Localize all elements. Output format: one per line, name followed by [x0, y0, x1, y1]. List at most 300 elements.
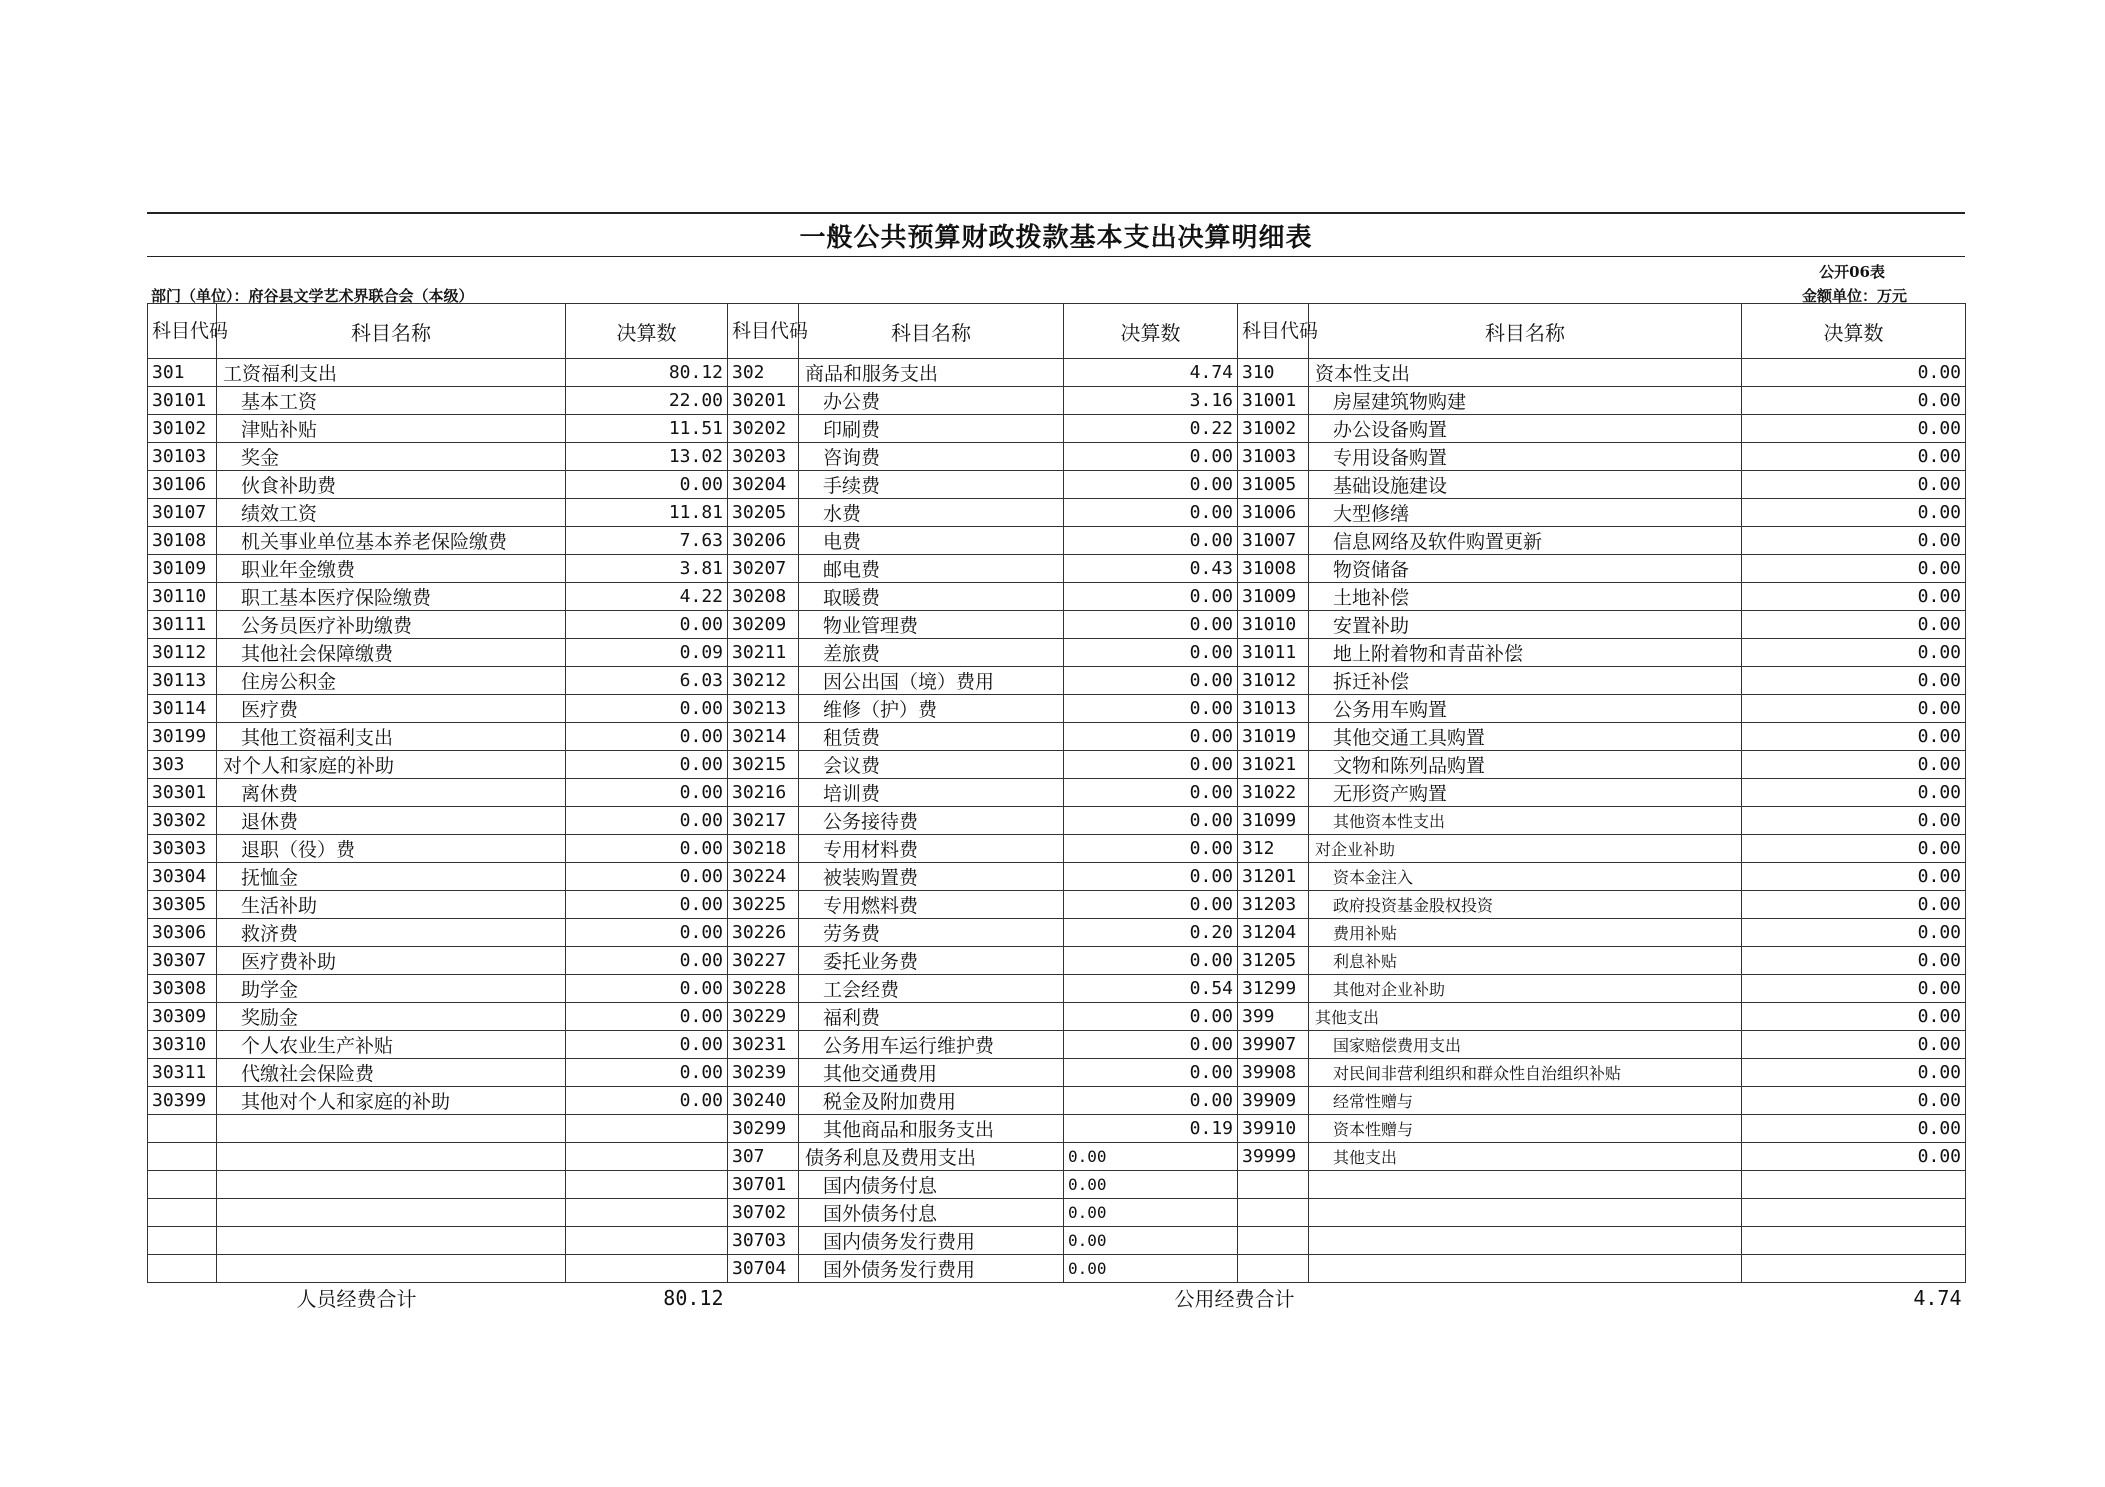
amount-cell-1: 0.00 [566, 835, 728, 863]
code-cell-1: 30199 [148, 723, 217, 751]
table-body [148, 359, 1966, 1283]
name-cell-1: 退职（役）费 [217, 835, 566, 863]
code-cell-2: 30213 [728, 695, 799, 723]
code-cell-3: 31013 [1238, 695, 1309, 723]
header-name-2: 科目名称 [799, 304, 1064, 359]
amount-cell-1: 0.00 [566, 695, 728, 723]
name-cell-3: 信息网络及软件购置更新 [1309, 527, 1742, 555]
name-cell-3: 资本性赠与 [1309, 1115, 1742, 1143]
name-cell-1: 救济费 [217, 919, 566, 947]
code-cell-1: 30307 [148, 947, 217, 975]
name-cell-2: 会议费 [799, 751, 1064, 779]
name-cell-2: 物业管理费 [799, 611, 1064, 639]
header-amount-3: 决算数 [1742, 304, 1966, 359]
code-cell-1: 30304 [148, 863, 217, 891]
code-cell-3: 31201 [1238, 863, 1309, 891]
name-cell-3: 资本性支出 [1309, 359, 1742, 387]
amount-cell-2: 0.00 [1064, 639, 1238, 667]
code-cell-3: 31099 [1238, 807, 1309, 835]
name-cell-3: 其他对企业补助 [1309, 975, 1742, 1003]
code-cell-3: 39910 [1238, 1115, 1309, 1143]
amount-cell-1: 0.00 [566, 947, 728, 975]
amount-cell-1: 11.51 [566, 415, 728, 443]
name-cell-2: 租赁费 [799, 723, 1064, 751]
code-cell-1: 30309 [148, 1003, 217, 1031]
table-row [148, 555, 1966, 583]
amount-cell-3 [1742, 1227, 1966, 1255]
amount-cell-1 [566, 1227, 728, 1255]
code-cell-2: 30227 [728, 947, 799, 975]
name-cell-3 [1309, 1199, 1742, 1227]
name-cell-1: 医疗费 [217, 695, 566, 723]
table-row [148, 947, 1966, 975]
amount-cell-3: 0.00 [1742, 1059, 1966, 1087]
amount-cell-1 [566, 1255, 728, 1283]
form-number: 公开06表 [1819, 263, 1885, 281]
table-row [148, 1087, 1966, 1115]
amount-cell-3: 0.00 [1742, 359, 1966, 387]
code-cell-2: 30205 [728, 499, 799, 527]
header-name-3: 科目名称 [1309, 304, 1742, 359]
name-cell-3: 地上附着物和青苗补偿 [1309, 639, 1742, 667]
amount-cell-1: 80.12 [566, 359, 728, 387]
expense-table [147, 303, 1966, 1312]
amount-cell-1: 0.00 [566, 1003, 728, 1031]
amount-cell-2: 0.00 [1064, 947, 1238, 975]
amount-cell-3: 0.00 [1742, 583, 1966, 611]
name-cell-1: 助学金 [217, 975, 566, 1003]
totals-row [148, 1283, 1966, 1313]
code-cell-3: 39909 [1238, 1087, 1309, 1115]
name-cell-3: 其他支出 [1309, 1003, 1742, 1031]
code-cell-1: 30108 [148, 527, 217, 555]
amount-cell-3: 0.00 [1742, 611, 1966, 639]
amount-cell-2: 0.54 [1064, 975, 1238, 1003]
table-row [148, 891, 1966, 919]
name-cell-2: 水费 [799, 499, 1064, 527]
amount-cell-2: 0.20 [1064, 919, 1238, 947]
amount-cell-3 [1742, 1171, 1966, 1199]
amount-cell-2: 0.00 [1064, 835, 1238, 863]
table-row [148, 919, 1966, 947]
amount-cell-1: 0.00 [566, 1087, 728, 1115]
code-cell-1: 30113 [148, 667, 217, 695]
amount-cell-2: 0.00 [1064, 1143, 1238, 1171]
code-cell-1: 30103 [148, 443, 217, 471]
amount-cell-1 [566, 1199, 728, 1227]
name-cell-1: 抚恤金 [217, 863, 566, 891]
table-row [148, 443, 1966, 471]
code-cell-2: 30206 [728, 527, 799, 555]
name-cell-1: 其他社会保障缴费 [217, 639, 566, 667]
name-cell-2: 商品和服务支出 [799, 359, 1064, 387]
amount-cell-2: 0.00 [1064, 1227, 1238, 1255]
name-cell-1: 其他工资福利支出 [217, 723, 566, 751]
name-cell-2: 差旅费 [799, 639, 1064, 667]
name-cell-2: 手续费 [799, 471, 1064, 499]
code-cell-2: 30701 [728, 1171, 799, 1199]
code-cell-2: 30239 [728, 1059, 799, 1087]
amount-cell-1: 0.00 [566, 863, 728, 891]
name-cell-1 [217, 1143, 566, 1171]
table-row [148, 639, 1966, 667]
name-cell-3: 其他交通工具购置 [1309, 723, 1742, 751]
code-cell-1: 30109 [148, 555, 217, 583]
amount-cell-3: 0.00 [1742, 1143, 1966, 1171]
name-cell-1: 基本工资 [217, 387, 566, 415]
name-cell-1: 个人农业生产补贴 [217, 1031, 566, 1059]
name-cell-2: 咨询费 [799, 443, 1064, 471]
amount-cell-3: 0.00 [1742, 779, 1966, 807]
name-cell-3: 基础设施建设 [1309, 471, 1742, 499]
amount-cell-3: 0.00 [1742, 443, 1966, 471]
amount-cell-3: 0.00 [1742, 387, 1966, 415]
amount-cell-2: 0.00 [1064, 1255, 1238, 1283]
name-cell-3: 费用补贴 [1309, 919, 1742, 947]
name-cell-3: 办公设备购置 [1309, 415, 1742, 443]
name-cell-3: 房屋建筑物购建 [1309, 387, 1742, 415]
code-cell-2: 30703 [728, 1227, 799, 1255]
amount-cell-3: 0.00 [1742, 1115, 1966, 1143]
code-cell-2: 307 [728, 1143, 799, 1171]
name-cell-1: 津贴补贴 [217, 415, 566, 443]
amount-cell-1: 0.09 [566, 639, 728, 667]
amount-cell-2: 0.00 [1064, 695, 1238, 723]
amount-cell-2: 0.22 [1064, 415, 1238, 443]
code-cell-3: 31001 [1238, 387, 1309, 415]
amount-cell-2: 4.74 [1064, 359, 1238, 387]
amount-cell-3: 0.00 [1742, 723, 1966, 751]
name-cell-2: 福利费 [799, 1003, 1064, 1031]
public-total-label: 公用经费合计 [728, 1283, 1742, 1313]
amount-cell-2: 0.00 [1064, 527, 1238, 555]
name-cell-3: 利息补贴 [1309, 947, 1742, 975]
name-cell-3: 经常性赠与 [1309, 1087, 1742, 1115]
code-cell-3: 31007 [1238, 527, 1309, 555]
name-cell-2: 培训费 [799, 779, 1064, 807]
code-cell-1: 30107 [148, 499, 217, 527]
name-cell-1: 离休费 [217, 779, 566, 807]
amount-cell-3: 0.00 [1742, 415, 1966, 443]
amount-cell-3 [1742, 1255, 1966, 1283]
table-row [148, 387, 1966, 415]
code-cell-3: 39908 [1238, 1059, 1309, 1087]
name-cell-2: 国外债务发行费用 [799, 1255, 1064, 1283]
personnel-total-amount: 80.12 [566, 1283, 728, 1313]
code-cell-2: 30218 [728, 835, 799, 863]
amount-cell-2: 0.00 [1064, 891, 1238, 919]
table-row [148, 1143, 1966, 1171]
code-cell-3: 31204 [1238, 919, 1309, 947]
header-amount-1: 决算数 [566, 304, 728, 359]
name-cell-2: 其他交通费用 [799, 1059, 1064, 1087]
code-cell-3: 31002 [1238, 415, 1309, 443]
amount-cell-3: 0.00 [1742, 1003, 1966, 1031]
name-cell-2: 国内债务付息 [799, 1171, 1064, 1199]
code-cell-3: 31203 [1238, 891, 1309, 919]
table-row [148, 835, 1966, 863]
table-row [148, 1115, 1966, 1143]
code-cell-2: 30240 [728, 1087, 799, 1115]
amount-cell-2: 0.00 [1064, 723, 1238, 751]
code-cell-1: 30102 [148, 415, 217, 443]
name-cell-3 [1309, 1227, 1742, 1255]
amount-cell-3: 0.00 [1742, 499, 1966, 527]
table-row [148, 779, 1966, 807]
table-row [148, 359, 1966, 387]
code-cell-1: 30111 [148, 611, 217, 639]
code-cell-2: 30201 [728, 387, 799, 415]
code-cell-3: 31003 [1238, 443, 1309, 471]
code-cell-1: 30101 [148, 387, 217, 415]
amount-cell-1: 0.00 [566, 975, 728, 1003]
amount-cell-3: 0.00 [1742, 695, 1966, 723]
code-cell-1: 30106 [148, 471, 217, 499]
header-code-2: 科目代码 [728, 304, 799, 359]
amount-cell-2: 0.00 [1064, 1031, 1238, 1059]
amount-cell-3: 0.00 [1742, 975, 1966, 1003]
code-cell-3: 31019 [1238, 723, 1309, 751]
name-cell-2: 国内债务发行费用 [799, 1227, 1064, 1255]
name-cell-1: 伙食补助费 [217, 471, 566, 499]
code-cell-1 [148, 1171, 217, 1199]
table-row [148, 807, 1966, 835]
name-cell-1: 住房公积金 [217, 667, 566, 695]
name-cell-2: 维修（护）费 [799, 695, 1064, 723]
table-row [148, 1003, 1966, 1031]
name-cell-2: 工会经费 [799, 975, 1064, 1003]
table-row [148, 611, 1966, 639]
code-cell-3: 31010 [1238, 611, 1309, 639]
amount-cell-2: 0.43 [1064, 555, 1238, 583]
amount-cell-2: 0.00 [1064, 1087, 1238, 1115]
code-cell-3: 31008 [1238, 555, 1309, 583]
header-amount-2: 决算数 [1064, 304, 1238, 359]
name-cell-1 [217, 1199, 566, 1227]
code-cell-3: 31006 [1238, 499, 1309, 527]
amount-cell-1: 0.00 [566, 471, 728, 499]
name-cell-3: 资本金注入 [1309, 863, 1742, 891]
amount-cell-3 [1742, 1199, 1966, 1227]
code-cell-2: 30231 [728, 1031, 799, 1059]
code-cell-3: 399 [1238, 1003, 1309, 1031]
code-cell-1: 30310 [148, 1031, 217, 1059]
name-cell-1: 职业年金缴费 [217, 555, 566, 583]
name-cell-2: 国外债务付息 [799, 1199, 1064, 1227]
amount-cell-3: 0.00 [1742, 639, 1966, 667]
amount-cell-1: 0.00 [566, 1031, 728, 1059]
document-page [147, 212, 1965, 1312]
code-cell-3: 31021 [1238, 751, 1309, 779]
amount-cell-1: 0.00 [566, 751, 728, 779]
code-cell-1 [148, 1227, 217, 1255]
amount-cell-2: 0.00 [1064, 443, 1238, 471]
table-row [148, 527, 1966, 555]
code-cell-2: 30217 [728, 807, 799, 835]
amount-cell-1: 4.22 [566, 583, 728, 611]
name-cell-1: 医疗费补助 [217, 947, 566, 975]
name-cell-2: 公务用车运行维护费 [799, 1031, 1064, 1059]
name-cell-1: 工资福利支出 [217, 359, 566, 387]
table-row [148, 1059, 1966, 1087]
table-row [148, 667, 1966, 695]
code-cell-1: 30306 [148, 919, 217, 947]
amount-cell-2: 0.00 [1064, 1059, 1238, 1087]
table-row [148, 471, 1966, 499]
amount-cell-1: 0.00 [566, 779, 728, 807]
code-cell-3: 31009 [1238, 583, 1309, 611]
name-cell-1: 绩效工资 [217, 499, 566, 527]
table-row [148, 415, 1966, 443]
name-cell-3: 其他资本性支出 [1309, 807, 1742, 835]
code-cell-1: 30303 [148, 835, 217, 863]
amount-cell-2: 0.00 [1064, 499, 1238, 527]
table-row [148, 1227, 1966, 1255]
code-cell-2: 30704 [728, 1255, 799, 1283]
code-cell-3: 39907 [1238, 1031, 1309, 1059]
amount-cell-2: 0.00 [1064, 807, 1238, 835]
code-cell-2: 30228 [728, 975, 799, 1003]
table-row [148, 1171, 1966, 1199]
code-cell-2: 30299 [728, 1115, 799, 1143]
table-row [148, 695, 1966, 723]
code-cell-3: 31005 [1238, 471, 1309, 499]
code-cell-2: 30204 [728, 471, 799, 499]
code-cell-2: 30209 [728, 611, 799, 639]
amount-cell-2: 0.00 [1064, 863, 1238, 891]
personnel-total-label: 人员经费合计 [148, 1283, 566, 1313]
code-cell-3: 312 [1238, 835, 1309, 863]
name-cell-3: 土地补偿 [1309, 583, 1742, 611]
amount-cell-2: 0.00 [1064, 779, 1238, 807]
amount-cell-2: 3.16 [1064, 387, 1238, 415]
name-cell-2: 其他商品和服务支出 [799, 1115, 1064, 1143]
name-cell-2: 公务接待费 [799, 807, 1064, 835]
name-cell-1 [217, 1115, 566, 1143]
amount-cell-2: 0.00 [1064, 667, 1238, 695]
code-cell-1 [148, 1255, 217, 1283]
code-cell-3 [1238, 1255, 1309, 1283]
amount-cell-1: 7.63 [566, 527, 728, 555]
name-cell-2: 邮电费 [799, 555, 1064, 583]
amount-cell-1: 0.00 [566, 611, 728, 639]
code-cell-1: 30112 [148, 639, 217, 667]
name-cell-2: 印刷费 [799, 415, 1064, 443]
name-cell-1: 生活补助 [217, 891, 566, 919]
amount-cell-3: 0.00 [1742, 667, 1966, 695]
name-cell-3: 无形资产购置 [1309, 779, 1742, 807]
table-row [148, 1255, 1966, 1283]
amount-cell-3: 0.00 [1742, 807, 1966, 835]
code-cell-1: 30308 [148, 975, 217, 1003]
name-cell-2: 债务利息及费用支出 [799, 1143, 1064, 1171]
amount-cell-3: 0.00 [1742, 555, 1966, 583]
amount-cell-1: 0.00 [566, 723, 728, 751]
name-cell-3: 拆迁补偿 [1309, 667, 1742, 695]
amount-cell-1: 11.81 [566, 499, 728, 527]
table-row [148, 1199, 1966, 1227]
table-row [148, 583, 1966, 611]
name-cell-2: 税金及附加费用 [799, 1087, 1064, 1115]
code-cell-3 [1238, 1199, 1309, 1227]
name-cell-1: 对个人和家庭的补助 [217, 751, 566, 779]
amount-cell-3: 0.00 [1742, 863, 1966, 891]
code-cell-3: 39999 [1238, 1143, 1309, 1171]
code-cell-2: 30202 [728, 415, 799, 443]
code-cell-2: 30702 [728, 1199, 799, 1227]
code-cell-1: 30399 [148, 1087, 217, 1115]
code-cell-3: 31011 [1238, 639, 1309, 667]
amount-cell-3: 0.00 [1742, 919, 1966, 947]
name-cell-1: 职工基本医疗保险缴费 [217, 583, 566, 611]
code-cell-3: 310 [1238, 359, 1309, 387]
amount-cell-2: 0.19 [1064, 1115, 1238, 1143]
code-cell-2: 30226 [728, 919, 799, 947]
header-row [148, 304, 1966, 359]
name-cell-3: 国家赔偿费用支出 [1309, 1031, 1742, 1059]
name-cell-1 [217, 1171, 566, 1199]
amount-cell-2: 0.00 [1064, 611, 1238, 639]
code-cell-1: 30114 [148, 695, 217, 723]
page-title: 一般公共预算财政拨款基本支出决算明细表 [147, 212, 1965, 257]
code-cell-2: 30212 [728, 667, 799, 695]
code-cell-2: 30207 [728, 555, 799, 583]
header-code-3: 科目代码 [1238, 304, 1309, 359]
table-row [148, 863, 1966, 891]
amount-cell-3: 0.00 [1742, 891, 1966, 919]
name-cell-3: 其他支出 [1309, 1143, 1742, 1171]
code-cell-2: 30214 [728, 723, 799, 751]
code-cell-1 [148, 1143, 217, 1171]
name-cell-1: 退休费 [217, 807, 566, 835]
amount-cell-3: 0.00 [1742, 835, 1966, 863]
table-row [148, 499, 1966, 527]
table-row [148, 1031, 1966, 1059]
amount-cell-1: 22.00 [566, 387, 728, 415]
name-cell-3: 公务用车购置 [1309, 695, 1742, 723]
code-cell-1 [148, 1199, 217, 1227]
code-cell-2: 30203 [728, 443, 799, 471]
code-cell-1: 30305 [148, 891, 217, 919]
amount-cell-3: 0.00 [1742, 1031, 1966, 1059]
meta-bar [147, 257, 1965, 303]
amount-cell-3: 0.00 [1742, 1087, 1966, 1115]
amount-cell-1: 0.00 [566, 919, 728, 947]
amount-cell-3: 0.00 [1742, 527, 1966, 555]
name-cell-1: 奖金 [217, 443, 566, 471]
header-name-1: 科目名称 [217, 304, 566, 359]
name-cell-3: 物资储备 [1309, 555, 1742, 583]
amount-cell-1 [566, 1171, 728, 1199]
code-cell-1: 30302 [148, 807, 217, 835]
name-cell-3: 政府投资基金股权投资 [1309, 891, 1742, 919]
code-cell-1: 303 [148, 751, 217, 779]
public-total-amount: 4.74 [1742, 1283, 1966, 1313]
name-cell-1 [217, 1227, 566, 1255]
amount-cell-3: 0.00 [1742, 471, 1966, 499]
code-cell-3: 31022 [1238, 779, 1309, 807]
table-row [148, 723, 1966, 751]
name-cell-1: 代缴社会保险费 [217, 1059, 566, 1087]
unit-label: 金额单位：万元 [1801, 287, 1907, 305]
name-cell-1: 奖励金 [217, 1003, 566, 1031]
name-cell-2: 办公费 [799, 387, 1064, 415]
amount-cell-2: 0.00 [1064, 1171, 1238, 1199]
table-row [148, 975, 1966, 1003]
amount-cell-1: 0.00 [566, 891, 728, 919]
name-cell-2: 专用材料费 [799, 835, 1064, 863]
code-cell-1: 30301 [148, 779, 217, 807]
